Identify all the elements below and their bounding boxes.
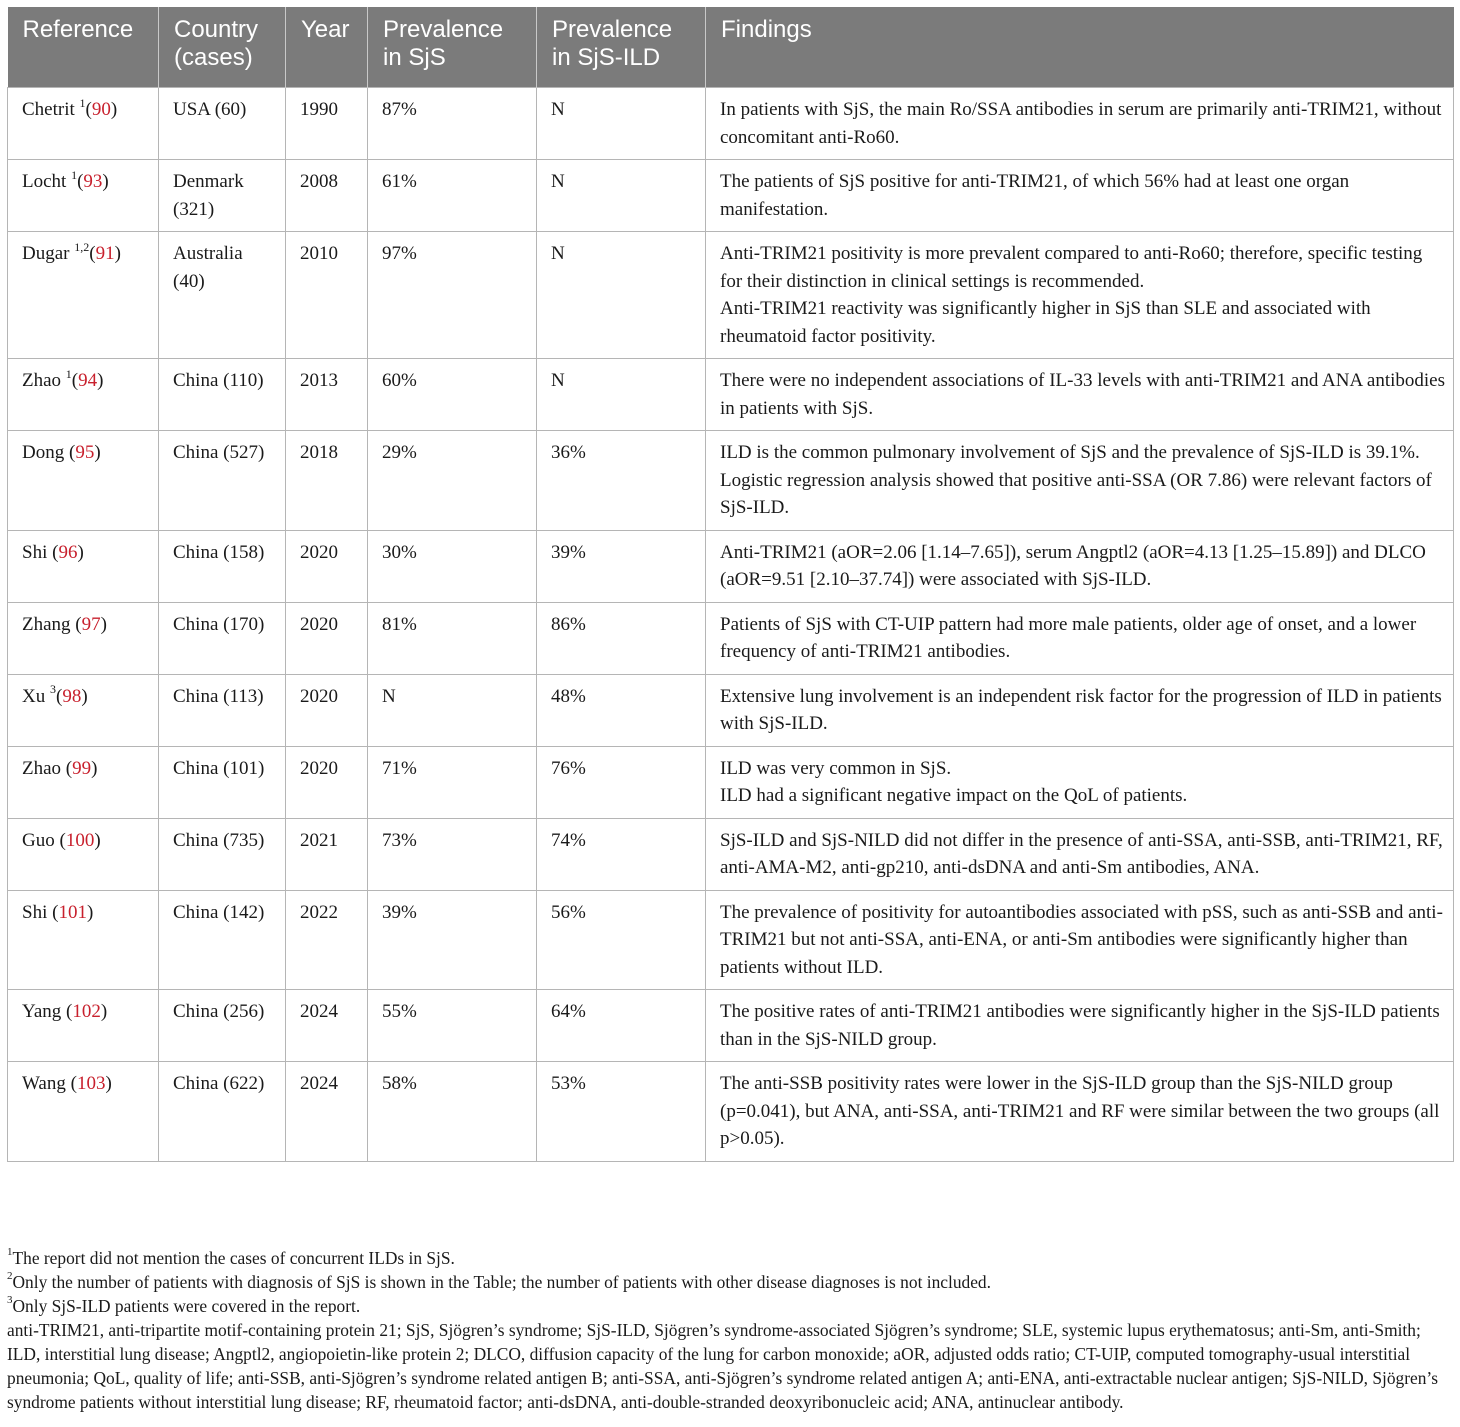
cell-country: China (735) bbox=[159, 818, 286, 890]
header-row bbox=[8, 7, 1454, 88]
cell-prevalence-sjs-ild: 36% bbox=[537, 431, 706, 531]
cell-year: 1990 bbox=[286, 88, 368, 160]
table-row bbox=[8, 431, 1454, 531]
cell-prevalence-sjs: 30% bbox=[368, 530, 537, 602]
table-row bbox=[8, 818, 1454, 890]
cell-year: 2024 bbox=[286, 1062, 368, 1162]
cell-year: 2013 bbox=[286, 359, 368, 431]
finding-text: Anti-TRIM21 positivity is more prevalent compared to anti-Ro60; therefore, specific testing for their distinction in clinical settings is recommended. bbox=[720, 243, 1423, 292]
author-name: Dugar bbox=[22, 243, 70, 264]
reference-link[interactable]: 93 bbox=[83, 171, 103, 192]
cell-findings bbox=[706, 746, 1454, 818]
reference-link[interactable]: 91 bbox=[95, 243, 115, 264]
cell-reference: Yang (102) bbox=[8, 990, 159, 1062]
header-prevalence-sjs-ild: Prevalence in SjS-ILD bbox=[537, 7, 706, 88]
cell-reference: Zhao $^1$(94) bbox=[8, 359, 159, 431]
abbreviations-note: anti-TRIM21, anti-tripartite motif-containing protein 21; SjS, Sjögren’s syndrome; SjS-ILD, Sjögren’s syndrome-associated Sjögren’s syndrome; SLE, systemic lupus erythematosus; anti-Sm, anti-Smith; ILD, interstitial lung disease; Angptl2, angiopoietin-like protein 2; DLCO, diffusion capacity of the lung for carbon monoxide; aOR, adjusted odds ratio; CT-UIP, computed tomography-usual interstitial pneumonia; QoL, quality of life; anti-SSB, anti-Sjögren’s syndrome related antigen B; anti-SSA, anti-Sjögren’s syndrome related antigen A; anti-ENA, anti-extractable nuclear antigen; SjS-NILD, Sjögren’s syndrome patients without interstitial lung disease; RF, rheumatoid factor; anti-dsDNA, anti-double-stranded deoxyribonucleic acid; ANA, antinuclear antibody. bbox=[7, 1320, 1439, 1412]
cell-prevalence-sjs: 29% bbox=[368, 431, 537, 531]
header-reference: Reference bbox=[8, 7, 159, 88]
cell-reference: Zhang (97) bbox=[8, 602, 159, 674]
cell-findings bbox=[706, 990, 1454, 1062]
cell-country: China (142) bbox=[159, 890, 286, 990]
reference-link[interactable]: 98 bbox=[62, 685, 82, 707]
cell-prevalence-sjs: 60% bbox=[368, 359, 537, 431]
header-findings: Findings bbox=[706, 7, 1454, 88]
finding-text: The anti-SSB positivity rates were lower in the SjS-ILD group than the SjS-NILD group (p=0.041), but ANA, anti-SSA, anti-TRIM21 and RF were similar between the two groups (all p>0.05). bbox=[720, 1073, 1440, 1149]
cell-country: Denmark (321) bbox=[159, 160, 286, 232]
data-table bbox=[7, 7, 1454, 1162]
cell-findings bbox=[706, 602, 1454, 674]
cell-year: 2020 bbox=[286, 674, 368, 746]
finding-text: There were no independent associations of IL-33 levels with anti-TRIM21 and ANA antibodies in patients with SjS. bbox=[720, 370, 1445, 419]
footnote bbox=[7, 1270, 1453, 1294]
author-name: Guo bbox=[22, 829, 55, 851]
reference-link[interactable]: 102 bbox=[72, 1001, 101, 1022]
cell-country: China (113) bbox=[159, 674, 286, 746]
footnote-mark: 3 bbox=[7, 1294, 13, 1307]
cell-prevalence-sjs-ild: N bbox=[537, 88, 706, 160]
cell-reference: Locht $^1$(93) bbox=[8, 160, 159, 232]
cell-prevalence-sjs: 97% bbox=[368, 232, 537, 359]
table-notes bbox=[7, 1246, 1453, 1414]
cell-reference: Wang (103) bbox=[8, 1062, 159, 1162]
cell-prevalence-sjs: 73% bbox=[368, 818, 537, 890]
cell-findings bbox=[706, 232, 1454, 359]
reference-link[interactable]: 101 bbox=[58, 901, 87, 923]
cell-findings bbox=[706, 1062, 1454, 1162]
table-row bbox=[8, 890, 1454, 990]
cell-prevalence-sjs-ild: 53% bbox=[537, 1062, 706, 1162]
reference-link[interactable]: 96 bbox=[58, 541, 78, 563]
cell-country: China (101) bbox=[159, 746, 286, 818]
cell-year: 2020 bbox=[286, 746, 368, 818]
reference-link[interactable]: 97 bbox=[81, 613, 101, 635]
footnote-mark: 2 bbox=[7, 1270, 13, 1283]
cell-prevalence-sjs-ild: N bbox=[537, 359, 706, 431]
footnote-text: Only the number of patients with diagnosis of SjS is shown in the Table; the number of patients with other disease diagnoses is not included. bbox=[12, 1272, 991, 1292]
cell-country: China (527) bbox=[159, 431, 286, 531]
cell-prevalence-sjs-ild: N bbox=[537, 232, 706, 359]
table-row bbox=[8, 674, 1454, 746]
footnote-marker: 3 bbox=[49, 682, 56, 697]
reference-link[interactable]: 95 bbox=[75, 442, 95, 463]
header-prevalence-sjs: Prevalence in SjS bbox=[368, 7, 537, 88]
cell-findings bbox=[706, 890, 1454, 990]
finding-text: Logistic regression analysis showed that positive anti-SSA (OR 7.86) were relevant factors of SjS-ILD. bbox=[720, 469, 1432, 518]
cell-findings bbox=[706, 431, 1454, 531]
table-row bbox=[8, 746, 1454, 818]
cell-country: China (158) bbox=[159, 530, 286, 602]
finding-text: The prevalence of positivity for autoantibodies associated with pSS, such as anti-SSB and anti-TRIM21 but not anti-SSA, anti-ENA, or anti-Sm antibodies were significantly higher than patients without ILD. bbox=[720, 901, 1443, 978]
cell-reference: Chetrit $^1$(90) bbox=[8, 88, 159, 160]
author-name: Shi bbox=[22, 901, 48, 923]
finding-text: In patients with SjS, the main Ro/SSA antibodies in serum are primarily anti-TRIM21, without concomitant anti-Ro60. bbox=[720, 99, 1442, 148]
cell-year: 2008 bbox=[286, 160, 368, 232]
cell-year: 2024 bbox=[286, 990, 368, 1062]
cell-prevalence-sjs: 87% bbox=[368, 88, 537, 160]
cell-reference: Guo (100) bbox=[8, 818, 159, 890]
cell-prevalence-sjs: N bbox=[368, 674, 537, 746]
header-year: Year bbox=[286, 7, 368, 88]
reference-link[interactable]: 99 bbox=[72, 757, 92, 779]
finding-text: Anti-TRIM21 (aOR=2.06 [1.14–7.65]), serum Angptl2 (aOR=4.13 [1.25–15.89]) and DLCO (aOR=9.51 [2.10–37.74]) were associated with SjS-ILD. bbox=[720, 541, 1426, 590]
cell-country: Australia (40) bbox=[159, 232, 286, 359]
cell-country: China (256) bbox=[159, 990, 286, 1062]
cell-year: 2020 bbox=[286, 602, 368, 674]
author-name: Zhao bbox=[22, 370, 62, 391]
cell-year: 2021 bbox=[286, 818, 368, 890]
cell-reference: Xu $^3$(98) bbox=[8, 674, 159, 746]
table-row bbox=[8, 88, 1454, 160]
cell-prevalence-sjs: 71% bbox=[368, 746, 537, 818]
cell-prevalence-sjs: 81% bbox=[368, 602, 537, 674]
cell-reference: Dong (95) bbox=[8, 431, 159, 531]
finding-text: The positive rates of anti-TRIM21 antibodies were significantly higher in the SjS-ILD patients than in the SjS-NILD group. bbox=[720, 1001, 1440, 1050]
author-name: Xu bbox=[22, 685, 46, 707]
cell-findings bbox=[706, 530, 1454, 602]
cell-prevalence-sjs-ild: 56% bbox=[537, 890, 706, 990]
cell-prevalence-sjs: 58% bbox=[368, 1062, 537, 1162]
author-name: Dong bbox=[22, 442, 65, 463]
cell-reference: Dugar $^{1,2}$(91) bbox=[8, 232, 159, 359]
cell-findings bbox=[706, 674, 1454, 746]
footnotes bbox=[7, 1246, 1453, 1318]
cell-prevalence-sjs-ild: 76% bbox=[537, 746, 706, 818]
finding-text: Anti-TRIM21 reactivity was significantly higher in SjS than SLE and associated with rheumatoid factor positivity. bbox=[720, 298, 1371, 347]
cell-reference: Shi (101) bbox=[8, 890, 159, 990]
cell-findings bbox=[706, 88, 1454, 160]
footnote-mark: 1 bbox=[7, 1246, 13, 1259]
cell-year: 2020 bbox=[286, 530, 368, 602]
author-name: Locht bbox=[22, 171, 67, 192]
footnote-text: Only SjS-ILD patients were covered in the report. bbox=[12, 1296, 361, 1316]
cell-year: 2018 bbox=[286, 431, 368, 531]
finding-text: SjS-ILD and SjS-NILD did not differ in the presence of anti-SSA, anti-SSB, anti-TRIM21, RF, anti-AMA-M2, anti-gp210, anti-dsDNA and anti-Sm antibodies, ANA. bbox=[720, 829, 1443, 878]
reference-link[interactable]: 94 bbox=[78, 370, 98, 391]
reference-link[interactable]: 90 bbox=[91, 99, 111, 120]
table-row bbox=[8, 359, 1454, 431]
reference-link[interactable]: 103 bbox=[76, 1073, 106, 1094]
author-name: Yang bbox=[22, 1001, 62, 1022]
cell-findings bbox=[706, 818, 1454, 890]
footnote-marker: 1 bbox=[79, 95, 86, 110]
cell-prevalence-sjs: 61% bbox=[368, 160, 537, 232]
cell-reference: Shi (96) bbox=[8, 530, 159, 602]
table-row bbox=[8, 160, 1454, 232]
finding-text: ILD had a significant negative impact on the QoL of patients. bbox=[720, 785, 1188, 806]
cell-prevalence-sjs-ild: N bbox=[537, 160, 706, 232]
table-row bbox=[8, 602, 1454, 674]
table-body bbox=[8, 88, 1454, 1162]
table-row bbox=[8, 232, 1454, 359]
finding-text: Extensive lung involvement is an independent risk factor for the progression of ILD in patients with SjS-ILD. bbox=[720, 685, 1442, 734]
author-name: Zhang bbox=[22, 613, 71, 635]
cell-prevalence-sjs-ild: 86% bbox=[537, 602, 706, 674]
cell-prevalence-sjs-ild: 39% bbox=[537, 530, 706, 602]
footnote-marker: 1 bbox=[71, 167, 78, 182]
cell-prevalence-sjs: 55% bbox=[368, 990, 537, 1062]
cell-year: 2022 bbox=[286, 890, 368, 990]
cell-prevalence-sjs: 39% bbox=[368, 890, 537, 990]
cell-prevalence-sjs-ild: 64% bbox=[537, 990, 706, 1062]
cell-country: China (110) bbox=[159, 359, 286, 431]
cell-prevalence-sjs-ild: 74% bbox=[537, 818, 706, 890]
footnote-marker: 1 bbox=[65, 366, 72, 381]
cell-findings bbox=[706, 160, 1454, 232]
author-name: Shi bbox=[22, 541, 48, 563]
cell-country: China (170) bbox=[159, 602, 286, 674]
table-row bbox=[8, 990, 1454, 1062]
cell-reference: Zhao (99) bbox=[8, 746, 159, 818]
table-row bbox=[8, 530, 1454, 602]
author-name: Wang bbox=[22, 1073, 66, 1094]
header-country: Country (cases) bbox=[159, 7, 286, 88]
footnote-text: The report did not mention the cases of concurrent ILDs in SjS. bbox=[12, 1248, 455, 1268]
cell-prevalence-sjs-ild: 48% bbox=[537, 674, 706, 746]
finding-text: The patients of SjS positive for anti-TRIM21, of which 56% had at least one organ manifestation. bbox=[720, 171, 1350, 220]
footnote-marker: 1,2 bbox=[74, 239, 90, 254]
footnote bbox=[7, 1246, 1453, 1270]
cell-year: 2010 bbox=[286, 232, 368, 359]
cell-findings bbox=[706, 359, 1454, 431]
table-row bbox=[8, 1062, 1454, 1162]
author-name: Chetrit bbox=[22, 99, 75, 120]
footnote bbox=[7, 1294, 1453, 1318]
finding-text: ILD is the common pulmonary involvement of SjS and the prevalence of SjS-ILD is 39.1%. bbox=[720, 442, 1420, 463]
author-name: Zhao bbox=[22, 757, 62, 779]
reference-link[interactable]: 100 bbox=[65, 829, 95, 851]
finding-text: ILD was very common in SjS. bbox=[720, 757, 952, 779]
finding-text: Patients of SjS with CT-UIP pattern had more male patients, older age of onset, and a lower frequency of anti-TRIM21 antibodies. bbox=[720, 613, 1417, 662]
cell-country: USA (60) bbox=[159, 88, 286, 160]
cell-country: China (622) bbox=[159, 1062, 286, 1162]
